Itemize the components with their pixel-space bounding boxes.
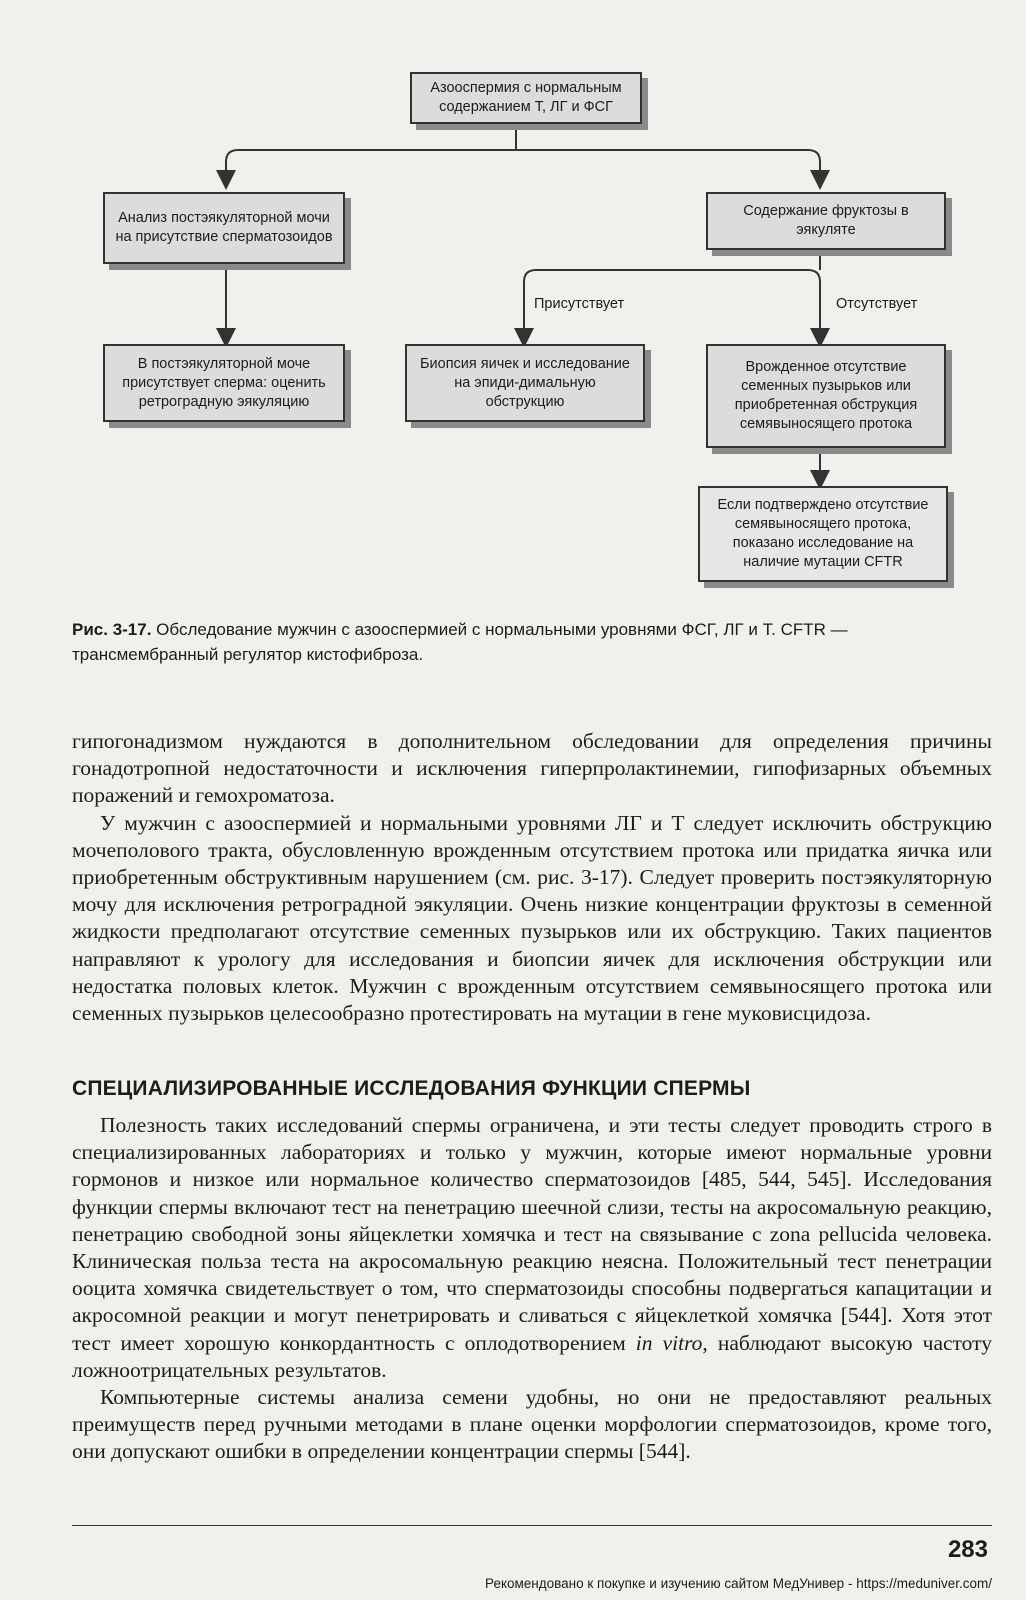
body-text-lower (72, 1112, 992, 1466)
body-text-upper (72, 728, 992, 1027)
box-retrograde (103, 344, 345, 422)
box-azoospermia (410, 72, 642, 124)
label-present: Присутствует (530, 296, 628, 312)
paragraph-sperm-tests-b: , наблюдают высокую частоту ложноотрицательных результатов. (72, 1330, 992, 1382)
page-number: 283 (947, 1536, 988, 1563)
label-absent: Отсутствует (832, 296, 921, 312)
box-cftr (698, 486, 948, 582)
figure-caption-label: Рис. 3-17. (72, 620, 152, 639)
connector-split-top (226, 150, 820, 180)
figure-caption (72, 617, 992, 667)
in-vitro-term: in vitro (635, 1330, 703, 1355)
box-azoospermia-text: Азооспермия с нормальным содержанием Т, ЛГ и ФСГ (430, 80, 622, 115)
box-congenital-text: Врожденное отсутствие семенных пузырьков или приобретенная обструкция семявыносящего протока (734, 359, 918, 432)
box-fructose-text: Содержание фруктозы в эякуляте (743, 203, 909, 238)
box-biopsy (405, 344, 645, 422)
paragraph-hypogonadism: гипогонадизмом нуждаются в дополнительном обследовании для определения причины гонадотропной недостаточности и исключения гиперпролактинемии, гипофизарных объемных поражений и гемохроматоза. (72, 729, 992, 808)
box-retrograde-text: В постэякуляторной моче присутствует сперма: оценить ретроградную эякуляцию (122, 355, 326, 410)
box-urine-analysis (103, 192, 345, 264)
paragraph-sperm-tests-a: Полезность таких исследований спермы ограничена, и эти тесты следует проводить строго в специализированных лабораториях и только у мужчин, которые имеют нормальные уровни гормонов и низкое или нормальное количество сперматозоидов [485, 544, 545]. Исследования функции спермы включают тест на пенетрацию шеечной слизи, тесты на акросомальную реакцию, пенетрацию свободной зоны яйцеклетки хомячка и тест на связывание с zona pellucida человека. Клиническая польза теста на акросомальную реакцию неясна. Положительный тест пенетрации ооцита хомячка свидетельствует о том, что сперматозоиды способны подвергаться капацитации и акросомной реакции и могут пенетрировать и сливаться с яйцеклеткой хомячка [544]. Хотя этот тест имеет хорошую конкордантность с оплодотворением (72, 1113, 992, 1355)
figure-caption-text: Обследование мужчин с азооспермией с нормальными уровнями ФСГ, ЛГ и Т. CFTR — трансмембранный регулятор кистофиброза. (72, 620, 848, 664)
box-congenital (706, 344, 946, 448)
section-heading: СПЕЦИАЛИЗИРОВАННЫЕ ИССЛЕДОВАНИЯ ФУНКЦИИ СПЕРМЫ (72, 1077, 751, 1100)
box-biopsy-text: Биопсия яичек и исследование на эпиди-димальную обструкцию (420, 355, 630, 410)
box-fructose (706, 192, 946, 250)
footer-rule (72, 1525, 992, 1526)
box-cftr-text: Если подтверждено отсутствие семявыносящего протока, показано исследование на наличие мутации CFTR (717, 497, 929, 570)
footer-note: Рекомендовано к покупке и изучению сайтом МедУнивер - https://meduniver.com/ (485, 1576, 992, 1591)
paragraph-obstruction: У мужчин с азооспермией и нормальными уровнями ЛГ и Т следует исключить обструкцию мочеполового тракта, обусловленную врожденным отсутствием протока или придатка яичка или приобретенным обструктивным нарушением (см. рис. 3-17). Следует проверить постэякуляторную мочу для исключения ретроградной эякуляции. Очень низкие концентрации фруктозы в семенной жидкости предполагают отсутствие семенных пузырьков или их обструкцию. Таких пациентов направляют к урологу для исследования и биопсии яичек для исключения обструкции или недостатка половых клеток. Мужчин с врожденным отсутствием семявыносящего протока или семенных пузырьков целесообразно протестировать на мутации в гене муковисцидоза. (72, 810, 992, 1026)
paragraph-sperm-tests (72, 1112, 992, 1384)
paragraph-computer-systems: Компьютерные системы анализа семени удобны, но они не предоставляют реальных преимуществ перед ручными методами в плане оценки морфологии сперматозоидов, кроме того, они допускают ошибки в определении концентрации спермы [544]. (72, 1385, 992, 1464)
box-urine-analysis-text: Анализ постэякуляторной мочи на присутствие сперматозоидов (115, 210, 333, 245)
